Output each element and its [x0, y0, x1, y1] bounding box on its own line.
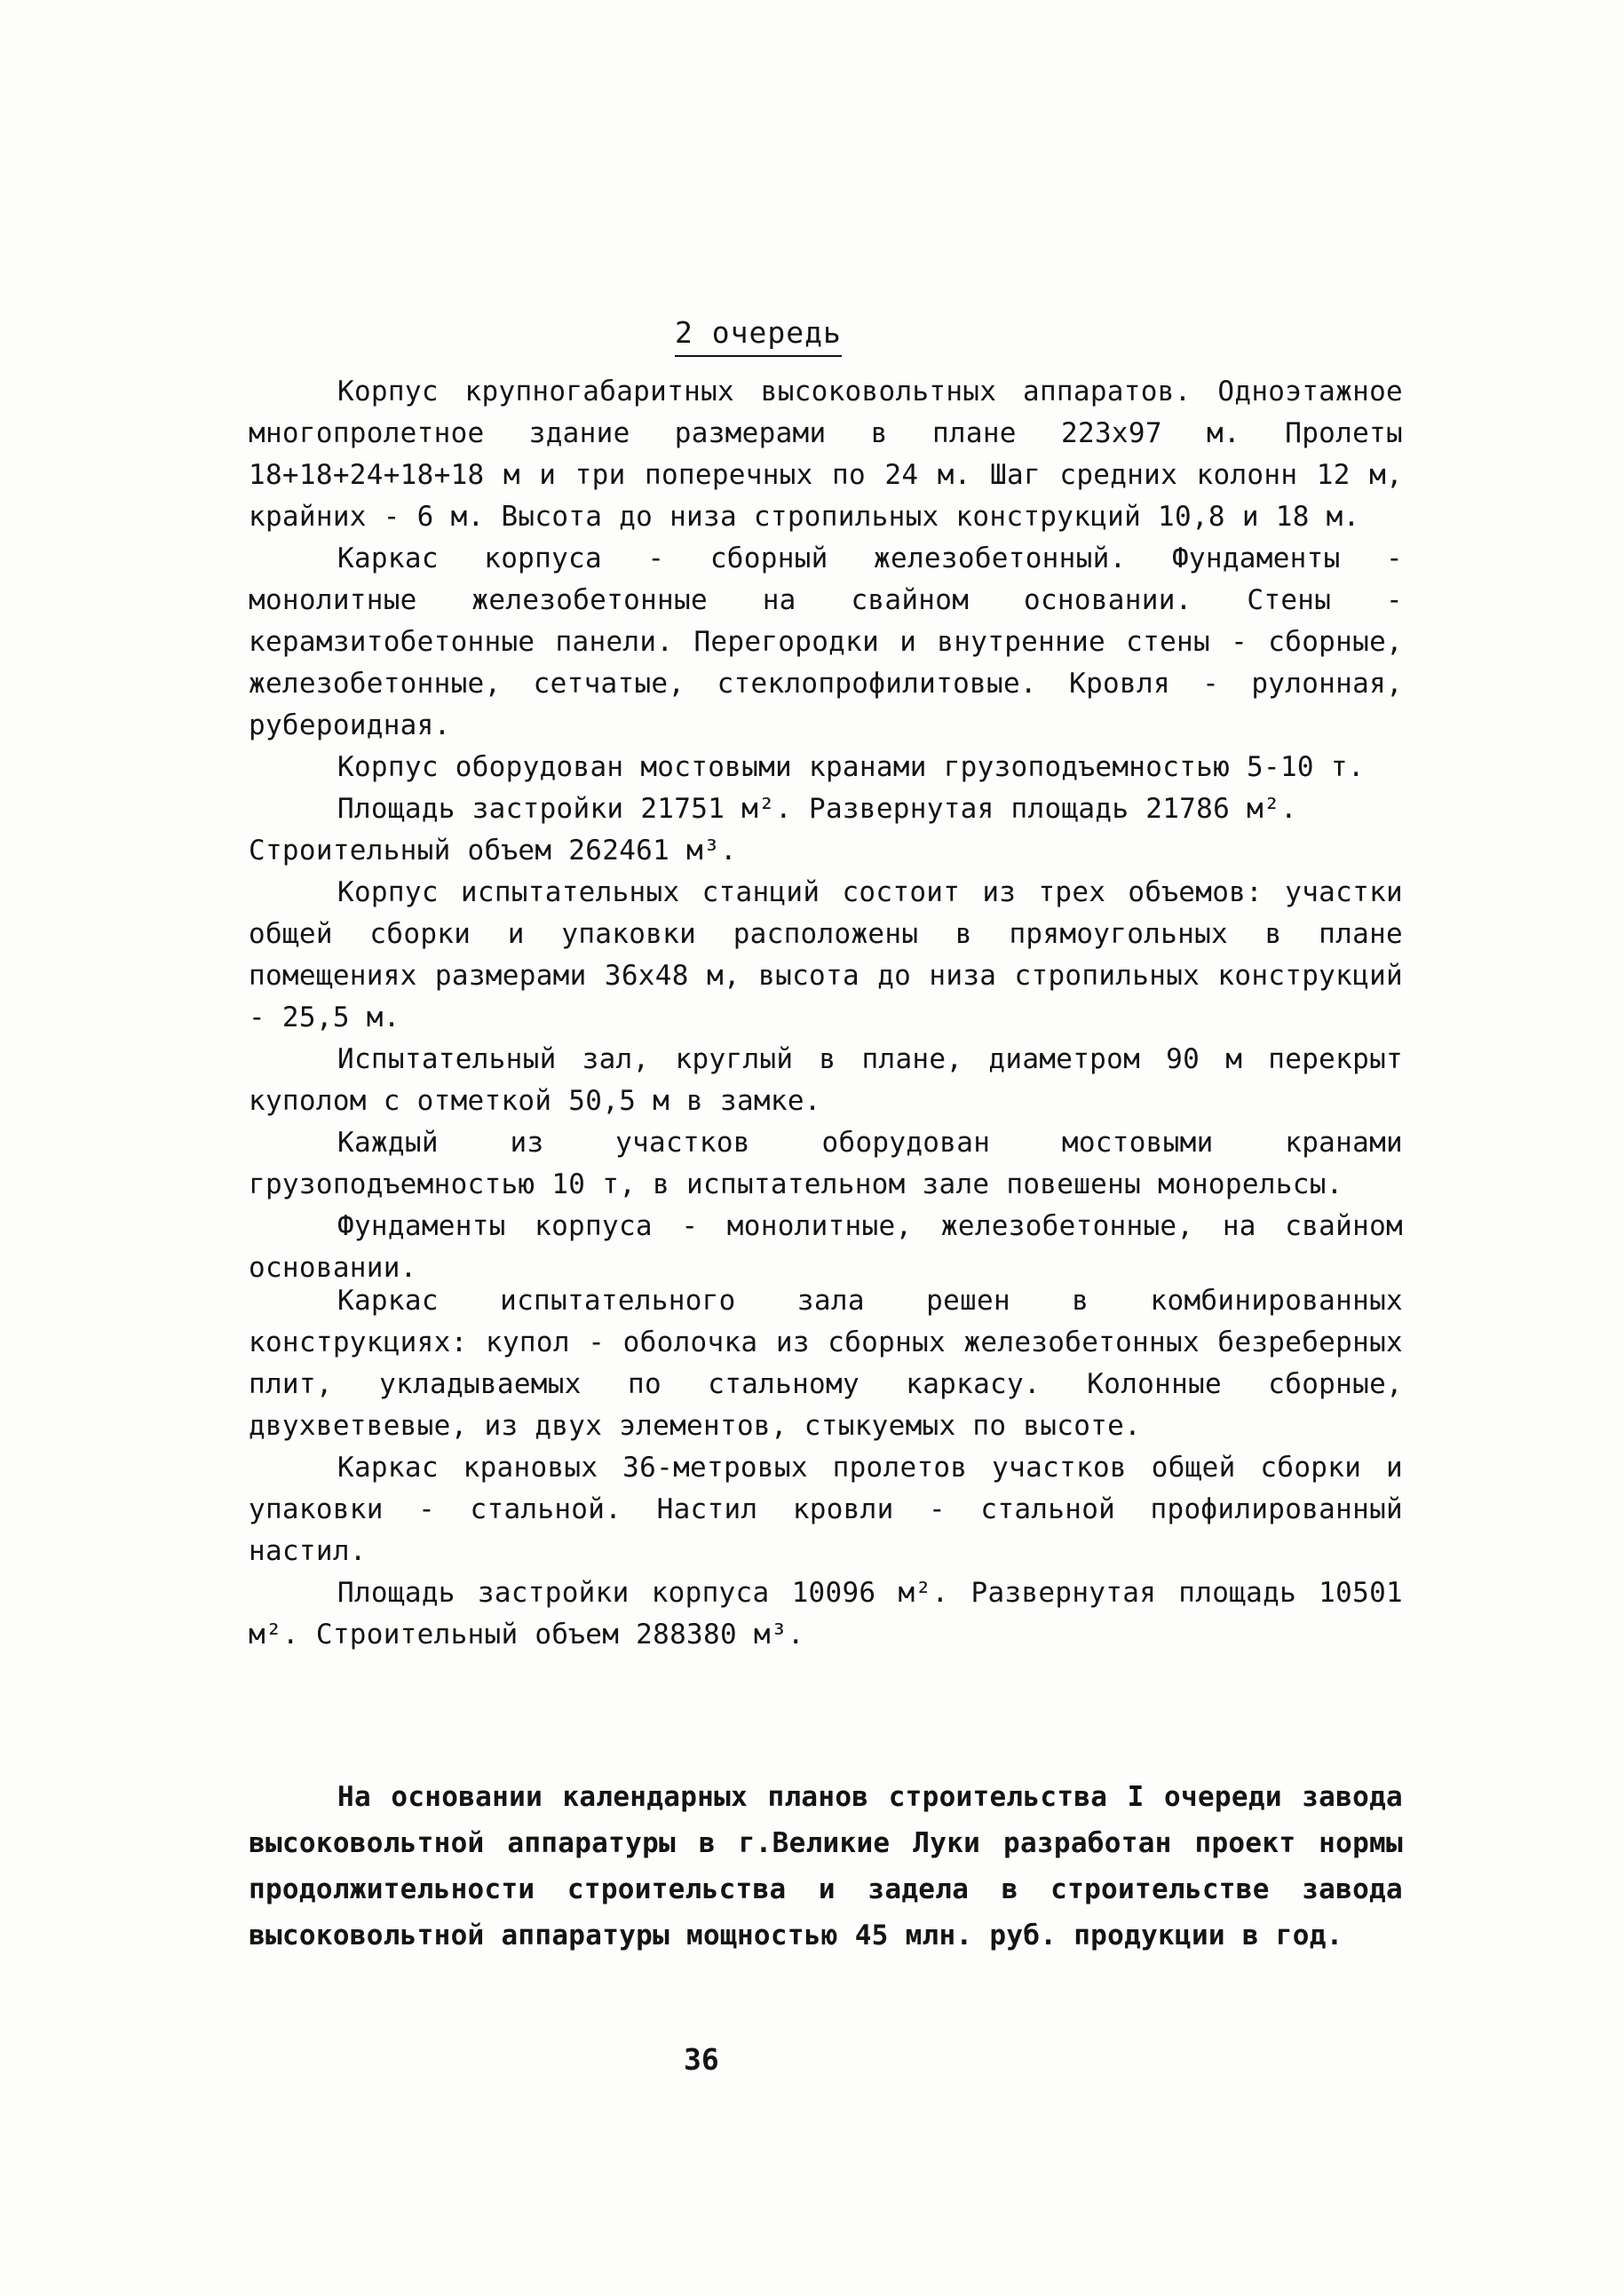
paragraph-cranes: Корпус оборудован мостовыми кранами грузоподъемностью 5-10 т. — [337, 751, 1365, 783]
text-block-test-hall-frame — [249, 1280, 1403, 1656]
paragraph-foundations: Фундаменты корпуса - монолитные, железобетонные, на свайном основании. — [249, 1210, 1403, 1284]
paragraph-hall-areas: Площадь застройки корпуса 10096 м². Развернутая площадь 10501 м². Строительный объем 288380 м³. — [249, 1577, 1403, 1651]
paragraph-volume: Строительный объем 262461 м³. — [249, 835, 737, 867]
text-block-building-description — [249, 371, 1403, 1289]
paragraph-building-overview: Корпус крупногабаритных высоковольтных аппаратов. Одноэтажное многопролетное здание размерами в плане 223х97 м. Пролеты 18+18+24+18+18 м и три поперечных по 24 м. Шаг средних колонн 12 м, крайних - 6 м. Высота до низа стропильных конструкций 10,8 и 18 м. — [249, 376, 1403, 533]
paragraph-areas: Площадь застройки 21751 м². Развернутая площадь 21786 м². — [337, 793, 1297, 825]
paragraph-crane-spans: Каркас крановых 36-метровых пролетов участков общей сборки и упаковки - стальной. Настил кровли - стальной профилированный настил. — [249, 1452, 1403, 1567]
page-number: 36 — [684, 2042, 719, 2077]
paragraph-hall-frame: Каркас испытательного зала решен в комбинированных конструкциях: купол - оболочка из сборных железобетонных безреберных плит, укладываемых по стальному каркасу. Колонные сборные, двухветвевые, из двух элементов, стыкуемых по высоте. — [249, 1285, 1403, 1442]
paragraph-test-stations: Корпус испытательных станций состоит из трех объемов: участки общей сборки и упаковки расположены в прямоугольных в плане помещениях размерами 36х48 м, высота до низа стропильных конструкций - 25,5 м. — [249, 876, 1403, 1033]
paragraph-sections-cranes: Каждый из участков оборудован мостовыми кранами грузоподъемностью 10 т, в испытательном зале повешены монорельсы. — [249, 1127, 1403, 1200]
section-heading: 2 очередь — [675, 315, 842, 357]
paragraph-test-hall: Испытательный зал, круглый в плане, диаметром 90 м перекрыт куполом с отметкой 50,5 м в замке. — [249, 1043, 1403, 1117]
paragraph-frame: Каркас корпуса - сборный железобетонный. Фундаменты - монолитные железобетонные на свайном основании. Стены - керамзитобетонные панели. Перегородки и внутренние стены - сборные, железобетонные, сетчатые, стеклопрофилитовые. Кровля - рулонная, рубероидная. — [249, 542, 1403, 741]
text-block-conclusion — [249, 1774, 1403, 1959]
paragraph-conclusion: На основании календарных планов строительства I очереди завода высоковольтной аппаратуры в г.Великие Луки разработан проект нормы продолжительности строительства и задела в строительстве завода высоковольтной аппаратуры мощностью 45 млн. руб. продукции в год. — [249, 1781, 1403, 1952]
